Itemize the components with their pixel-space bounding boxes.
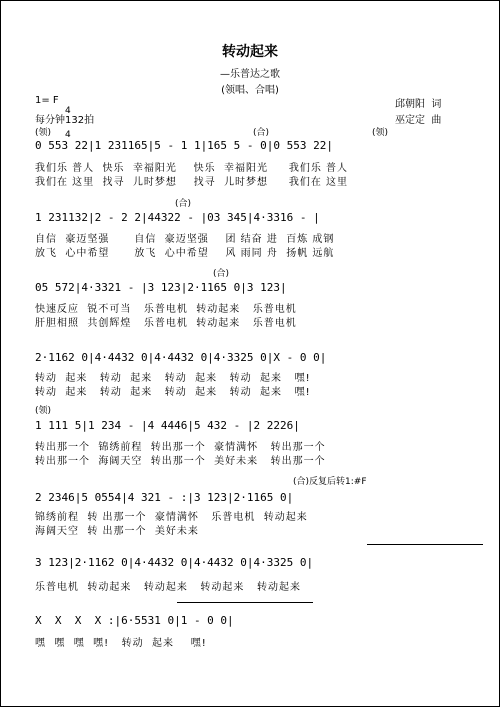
lyric-line: 我们乐 普人 快乐 幸福阳光 快乐 幸福阳光 我们乐 普人 [35,163,349,174]
part-tag: (合) [253,128,270,138]
tempo-marking: 每分钟132拍 [35,115,95,126]
notation-line: 1 231132|2 - 2 2|44322 - |03 345|4·3316 - | [35,211,320,224]
notation-line: 0 553 22|1 231165|5 - 1 1|165 5 - 0|0 553 22| [35,139,334,152]
time-signature-top: 4 [65,106,71,116]
song-title: 转动起来 [222,44,278,60]
notation-line: 2·1162 0|4·4432 0|4·4432 0|4·3325 0|X - 0 0| [35,351,327,364]
lyric-line: 快速反应 锐不可当 乐普电机 转动起来 乐普电机 [35,304,297,315]
notation-line: 3 123|2·1162 0|4·4432 0|4·4432 0|4·3325 0| [35,556,314,569]
part-tag: (领) [35,406,52,416]
key-signature: 1= F [35,95,59,106]
lyric-line: 放飞 心中希望 放飞 心中希望 风 雨同 舟 扬帆 远航 [35,248,335,259]
lyric-line: 乐普电机 转动起来 转动起来 转动起来 转动起来 [35,582,301,593]
lyric-line: 转出那一个 海阔天空 转出那一个 美好未来 转出那一个 [35,456,326,467]
lyric-line: 我们在 这里 找寻 儿时梦想 找寻 儿时梦想 我们在 这里 [35,177,349,188]
part-tag: (合) [213,269,230,279]
lyric-line: 转动 起来 转动 起来 转动 起来 转动 起来 嘿! [35,373,311,384]
part-tag: (领) [372,128,389,138]
notation-line: 05 572|4·3321 - |3 123|2·1165 0|3 123| [35,281,287,294]
notation-line: 1 111 5|1 234 - |4 4446|5 432 - |2 2226| [35,419,300,432]
part-tag: (领) [35,128,52,138]
lyric-line: 转动 起来 转动 起来 转动 起来 转动 起来 嘿! [35,387,311,398]
volta-bracket [367,544,483,545]
lyric-line: 嘿 嘿 嘿 嘿! 转动 起来 嘿! [35,638,207,649]
notation-line: 2 2346|5 0554|4 321 - :|3 123|2·1165 0| [35,491,294,504]
lyric-line: 海阔天空 转 出那一个 美好未来 [35,526,199,537]
volta-bracket [177,602,313,603]
time-signature-bottom: 4 [65,130,71,140]
performance-mode: (领唱、合唱) [221,85,279,96]
composer-credit: 巫定定 曲 [395,115,442,126]
lyric-line: 肝胆相照 共创辉煌 乐普电机 转动起来 乐普电机 [35,318,297,329]
notation-line: X X X X :|6·5531 0|1 - 0 0| [35,614,234,627]
lyric-line: 自信 豪迈坚强 自信 豪迈坚强 团 结奋 进 百炼 成钢 [35,234,335,245]
song-subtitle: —乐普达之歌 [220,69,280,80]
lyric-line: 锦绣前程 转 出那一个 豪情满怀 乐普电机 转动起来 [35,512,308,523]
lyric-line: 转出那一个 锦绣前程 转出那一个 豪情满怀 转出那一个 [35,442,326,453]
part-tag: (合) [175,199,192,209]
lyricist-credit: 邱朝阳 词 [395,99,442,110]
part-tag: (合)反复后转1:#F [293,477,367,487]
